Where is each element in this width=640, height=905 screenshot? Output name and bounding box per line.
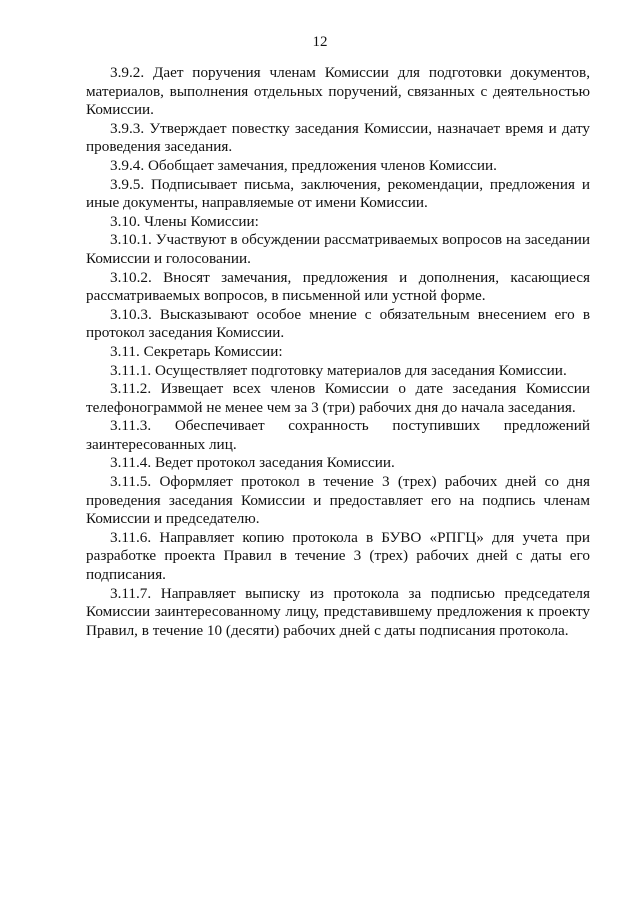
paragraph-3-11-5: 3.11.5. Оформляет протокол в течение 3 (трех) рабочих дней со дня проведения заседания Комиссии и предоставляет его на подпись членам Комиссии и председателю.	[86, 473, 590, 528]
paragraph-3-11-7: 3.11.7. Направляет выписку из протокола за подписью председателя Комиссии заинтересованному лицу, представившему предложения к проекту Правил, в течение 10 (десяти) рабочих дней с даты подписания протокола.	[86, 584, 590, 639]
paragraph-3-10-3: 3.10.3. Высказывают особое мнение с обязательным внесением его в протокол заседания Комиссии.	[86, 305, 590, 342]
paragraph-3-11-3: 3.11.3. Обеспечивает сохранность поступивших предложений заинтересованных лиц.	[86, 417, 590, 453]
page-number: 12	[312, 34, 328, 50]
paragraph-3-11-2: 3.11.2. Извещает всех членов Комиссии о дате заседания Комиссии телефонограммой не менее чем за 3 (три) рабочих дня до начала заседания.	[86, 380, 590, 416]
paragraph-3-9-5: 3.9.5. Подписывает письма, заключения, рекомендации, предложения и иные документы, направляемые от имени Комиссии.	[86, 175, 590, 212]
document-body	[86, 64, 590, 640]
section-heading-3-10: 3.10. Члены Комиссии:	[110, 212, 259, 230]
paragraph-3-11-6: 3.11.6. Направляет копию протокола в БУВО «РПГЦ» для учета при разработке проекта Правил в течение 3 (трех) рабочих дней с даты его подписания.	[86, 528, 590, 584]
paragraph-3-10-2: 3.10.2. Вносят замечания, предложения и дополнения, касающиеся рассматриваемых вопросов, в письменной или устной форме.	[86, 268, 590, 305]
paragraph-3-10-1: 3.10.1. Участвуют в обсуждении рассматриваемых вопросов на заседании Комиссии и голосовании.	[86, 231, 590, 267]
paragraph-3-9-2: 3.9.2. Дает поручения членам Комиссии для подготовки документов, материалов, выполнения отдельных поручений, связанных с деятельностью Комиссии.	[86, 64, 590, 119]
section-heading-3-11: 3.11. Секретарь Комиссии:	[110, 342, 283, 360]
paragraph-3-9-4: 3.9.4. Обобщает замечания, предложения членов Комиссии.	[110, 156, 497, 174]
paragraph-3-9-3: 3.9.3. Утверждает повестку заседания Комиссии, назначает время и дату проведения заседания.	[86, 119, 590, 156]
paragraph-3-11-1: 3.11.1. Осуществляет подготовку материалов для заседания Комиссии.	[110, 361, 567, 379]
paragraph-3-11-4: 3.11.4. Ведет протокол заседания Комиссии.	[110, 454, 395, 472]
